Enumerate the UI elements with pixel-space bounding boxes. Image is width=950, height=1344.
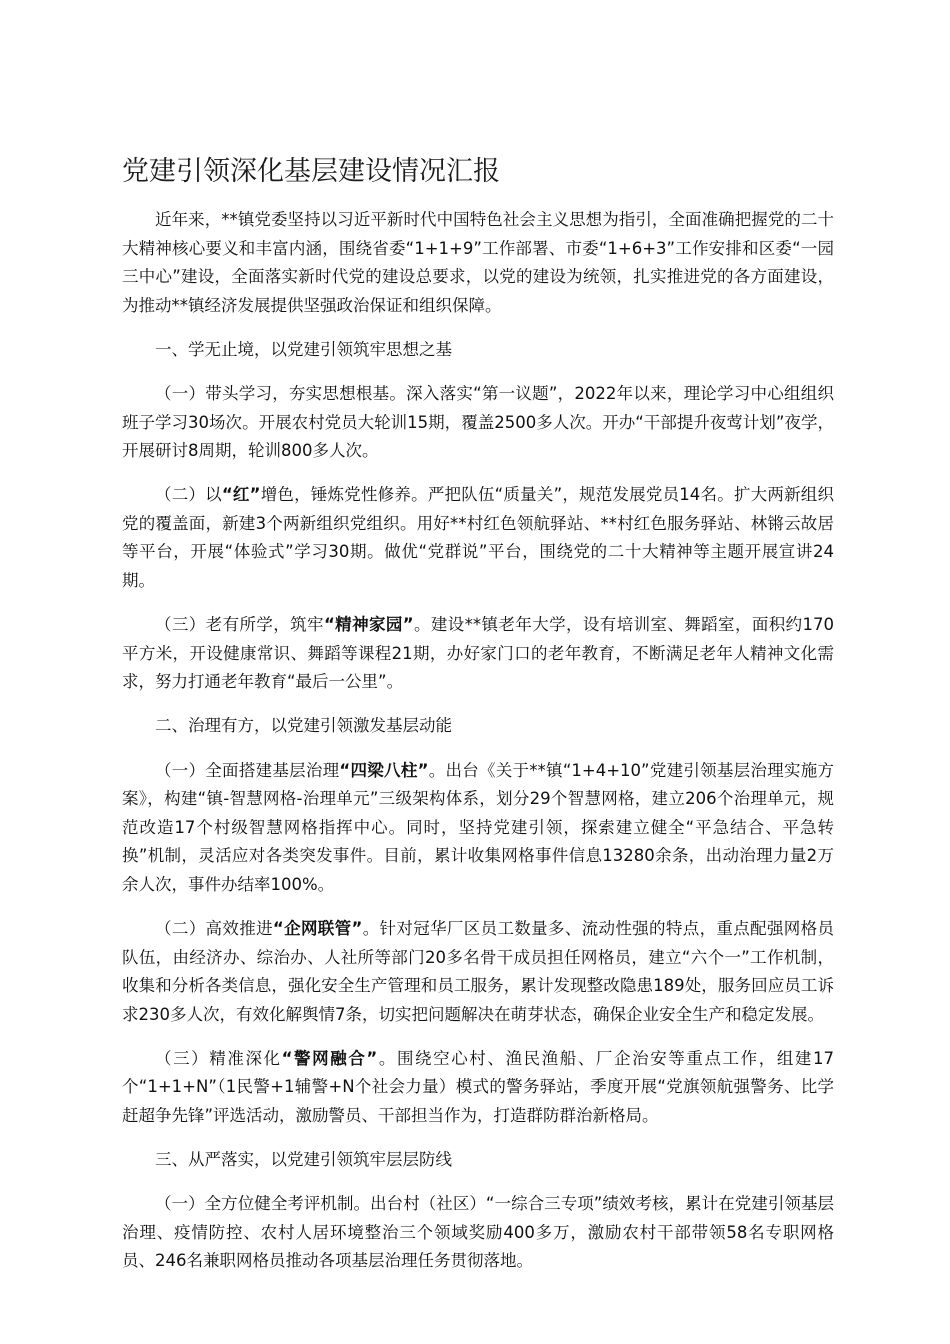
item-text: 增色，锤炼党性修养。严把队伍“质量关”，规范发展党员14名。扩大两新组织党的覆盖面，新建3个两新组织党组织。用好**村红色领航驿站、**村红色服务驿站、林锵云故居等平台，开展“体验式”学习30期。做优“党群说”平台，围绕党的二十大精神等主题开展宣讲24期。	[122, 485, 835, 591]
item-text: 。针对冠华厂区员工数量多、流动性强的特点，重点配强网格员队伍，由经济办、综治办、人社所等部门20多名骨干成员担任网格员，建立“六个一”工作机制，收集和分析各类信息，强化安全生产管理和员工服务，累计发现整改隐患189处，服务回应员工诉求230多人次，有效化解舆情7条，切实把问题解决在萌芽状态，确保企业安全生产和稳定发展。	[122, 918, 835, 1024]
item-prefix: （一）全面搭建基层治理	[155, 760, 340, 780]
item-emphasis: “精神家园”	[323, 615, 414, 635]
item-emphasis: “红”	[221, 485, 261, 505]
section-2-item-1	[122, 757, 834, 900]
section-1-item-2	[122, 481, 834, 595]
intro-paragraph: 近年来，**镇党委坚持以习近平新时代中国特色社会主义思想为指引，全面准确把握党的二十大精神核心要义和丰富内涵，围绕省委“1+1+9”工作部署、市委“1+6+3”工作安排和区委“一园三中心”建设，全面落实新时代党的建设总要求，以党的建设为统领，扎实推进党的各方面建设，为推动**镇经济发展提供坚强政治保证和组织保障。	[122, 210, 834, 315]
item-prefix: （二）以	[155, 485, 222, 505]
item-prefix: （三）精准深化	[155, 1048, 282, 1068]
section-2-item-2	[122, 915, 834, 1029]
item-prefix: （二）高效推进	[155, 918, 273, 938]
item-text: 。出台《关于**镇“1+4+10”党建引领基层治理实施方案》，构建“镇-智慧网格-治理单元”三级架构体系，划分29个智慧网格，建立206个治理单元，规范改造17个村级智慧网格指挥中心。同时，坚持党建引领，探索建立健全“平急结合、平急转换”机制，灵活应对各类突发事件。目前，累计收集网格事件信息13280余条，出动治理力量2万余人次，事件办结率100%。	[122, 760, 834, 894]
section-1-heading: 一、学无止境，以党建引领筑牢思想之基	[155, 339, 452, 359]
item-text: 。建设**镇老年大学，设有培训室、舞蹈室，面积约170平方米，开设健康常识、舞蹈等课程21期，办好家门口的老年教育，不断满足老年人精神文化需求，努力打通老年教育“最后一公里”。	[122, 615, 835, 692]
section-1-item-1: （一）带头学习，夯实思想根基。深入落实“第一议题”，2022年以来，理论学习中心组组织班子学习30场次。开展农村党员大轮训15期，覆盖2500多人次。开办“干部提升夜莺计划”夜学，开展研讨8周期，轮训800多人次。	[122, 383, 834, 461]
document-title: 党建引领深化基层建设情况汇报	[122, 156, 500, 187]
section-3-item-1: （一）全方位健全考评机制。出台村（社区）“一综合三专项”绩效考核，累计在党建引领基层治理、疫情防控、农村人居环境整治三个领域奖励400多万，激励农村干部带领58名专职网格员、246名兼职网格员推动各项基层治理任务贯彻落地。	[122, 1194, 834, 1271]
item-emphasis: “企网联管”	[272, 918, 363, 938]
item-prefix: （三）老有所学，筑牢	[155, 615, 324, 635]
section-2-item-3	[122, 1045, 834, 1131]
item-emphasis: “警网融合”	[281, 1048, 378, 1068]
item-text: 。围绕空心村、渔民渔船、厂企治安等重点工作，组建17个“1+1+N”（1民警+1辅警+N个社会力量）模式的警务驿站，季度开展“党旗领航强警务、比学赶超争先锋”评选活动，激励警员、干部担当作为，打造群防群治新格局。	[122, 1048, 834, 1126]
section-2-heading: 二、治理有方，以党建引领激发基层动能	[155, 716, 452, 736]
section-1-item-3	[122, 611, 834, 697]
document-body	[122, 206, 834, 1292]
section-3-heading: 三、从严落实，以党建引领筑牢层层防线	[155, 1150, 452, 1170]
item-emphasis: “四梁八柱”	[339, 760, 429, 780]
